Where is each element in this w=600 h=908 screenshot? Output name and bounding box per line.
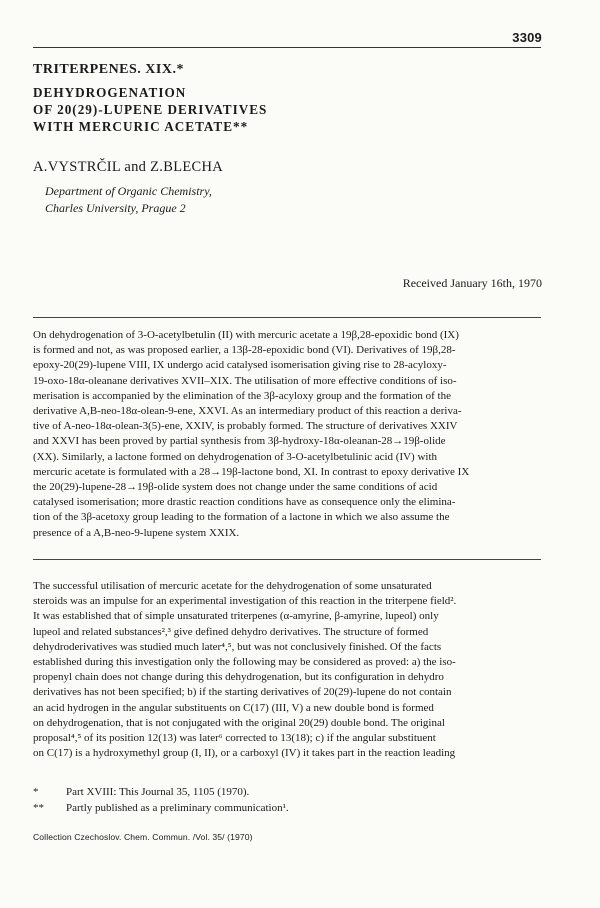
- title-line: OF 20(29)-LUPENE DERIVATIVES: [33, 102, 268, 117]
- abstract-line: mercuric acetate is formulated with a 28→19β-lactone bond, XI. In contrast to epoxy derivative IX: [33, 465, 470, 478]
- abstract-line: On dehydrogenation of 3-O-acetylbetulin (II) with mercuric acetate a 19β,28-epoxidic bond (IX): [33, 329, 459, 341]
- body-line: derivatives has not been specified; b) if the starting derivatives of 20(29)-lupene do not contain: [33, 686, 452, 699]
- abstract-line: and XXVI has been proved by partial synthesis from 3β-hydroxy-18α-oleanan-28→19β-olide: [33, 435, 446, 448]
- title-line: DEHYDROGENATION: [33, 85, 187, 100]
- abstract-line: the 20(29)-lupene-28→19β-olide system does not change under the same conditions of acid: [33, 481, 438, 494]
- abstract-line: is formed and not, as was proposed earlier, a 13β-28-epoxidic bond (VI). Derivatives of 19β,28-: [33, 344, 456, 357]
- footnote: [33, 784, 541, 800]
- body-line: on C(17) is a hydroxymethyl group (I, II), or a carboxyl (IV) it takes part in the reaction leading: [33, 747, 456, 760]
- abstract-line: tion of the 3β-acetoxy group leading to the formation of a lactone in which we also assume the: [33, 511, 450, 524]
- title-line: WITH MERCURIC ACETATE**: [33, 119, 249, 134]
- footnote-mark: **: [33, 802, 44, 814]
- affiliation-line: Department of Organic Chemistry,: [45, 184, 212, 198]
- page-number: 3309: [512, 30, 542, 45]
- body-line: propenyl chain does not change during this dehydrogenation, but its configuration in dehydro: [33, 671, 444, 684]
- abstract-line: derivative A,B-neo-18α-olean-9-ene, XXVI. As an intermediary product of this reaction a deriva-: [33, 405, 462, 418]
- abstract-line: presence of a A,B-neo-9-lupene system XXIX.: [33, 526, 240, 539]
- header-rule: [33, 47, 541, 48]
- body-line: The successful utilisation of mercuric acetate for the dehydrogenation of some unsaturated: [33, 580, 432, 592]
- footnote: [33, 800, 541, 816]
- body-line: steroids was an impulse for an experimental investigation of this reaction in the triterpene field².: [33, 595, 457, 608]
- abstract-line: merisation is accompanied by the elimination of the 3β-acyloxy group and the formation of the: [33, 389, 451, 402]
- body-line: proposal⁴,⁵ of its position 12(13) was later⁶ corrected to 13(18); c) if the angular substituent: [33, 732, 436, 745]
- body-line: established during this investigation only the following may be considered as proved: a) the iso-: [33, 656, 456, 669]
- affiliation-line: Charles University, Prague 2: [45, 200, 186, 215]
- body-line: on dehydrogenation, that is not conjugated with the original 20(29) double bond. The original: [33, 716, 445, 729]
- body-line: dehydroderivatives was studied much later⁴,⁵, but was not conclusively finished. Of the facts: [33, 640, 442, 653]
- abstract-top-rule: [33, 317, 541, 318]
- body-line: lupeol and related substances²,³ give defined dehydro derivatives. The structure of formed: [33, 625, 429, 638]
- affiliation: [45, 183, 212, 216]
- body-line: It was established that of simple unsaturated triterpenes (α-amyrine, β-amyrine, lupeol) only: [33, 610, 439, 623]
- series-title: TRITERPENES. XIX.*: [33, 62, 184, 77]
- abstract-bottom-rule: [33, 559, 541, 560]
- abstract-line: tive of A-neo-18α-olean-3(5)-ene, XXIV, is probably formed. The structure of derivatives XXIV: [33, 420, 458, 433]
- abstract-line: (XX). Similarly, a lactone formed on dehydrogenation of 3-O-acetylbetulinic acid (IV) with: [33, 450, 438, 463]
- abstract-line: catalysed isomerisation; more drastic reaction conditions have as consequence only the elimina-: [33, 496, 456, 509]
- abstract: [33, 328, 541, 541]
- authors: A.VYSTRČIL and Z.BLECHA: [33, 159, 224, 175]
- abstract-line: 19-oxo-18α-oleanane derivatives XVII–XIX. The utilisation of more effective conditions of iso-: [33, 374, 457, 387]
- footnotes: [33, 784, 541, 816]
- body-text: [33, 579, 541, 761]
- body-line: an acid hydrogen in the angular substituents on C(17) (III, V) a new double bond is formed: [33, 701, 434, 714]
- footnote-mark: *: [33, 786, 39, 798]
- footnote-text: Part XVIII: This Journal 35, 1105 (1970).: [66, 786, 250, 798]
- footnote-text: Partly published as a preliminary communication¹.: [66, 802, 289, 814]
- journal-citation: Collection Czechoslov. Chem. Commun. /Vol. 35/ (1970): [33, 832, 253, 842]
- abstract-line: epoxy-20(29)-lupene VIII, IX undergo acid catalysed isomerisation giving rise to 28-acyloxy-: [33, 359, 447, 372]
- article-title: [33, 84, 267, 135]
- received-date: Received January 16th, 1970: [402, 276, 542, 290]
